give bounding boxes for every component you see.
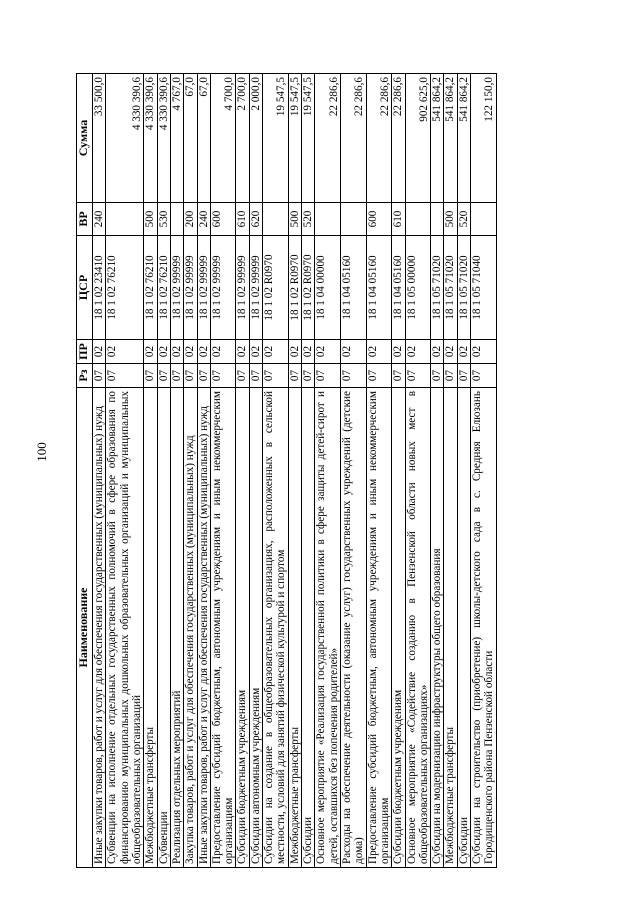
cell-sum: 67,0 — [197, 74, 210, 203]
cell-sum: 541 864,2 — [457, 74, 470, 203]
table-row — [106, 74, 144, 868]
cell-csr: 18 1 05 71040 — [471, 236, 497, 340]
cell-vr: 500 — [144, 203, 157, 236]
cell-csr: 18 1 05 00000 — [405, 236, 431, 340]
cell-pr: 02 — [315, 340, 341, 364]
table-row — [457, 74, 470, 868]
table-row — [366, 74, 392, 868]
cell-pr: 02 — [302, 340, 315, 364]
cell-vr — [170, 203, 183, 236]
table-row — [249, 74, 262, 868]
cell-name: Субсидии бюджетным учреждениям — [236, 388, 249, 868]
cell-csr: 18 1 05 71020 — [431, 236, 444, 340]
cell-csr: 18 1 02 99999 — [170, 236, 183, 340]
cell-pr: 02 — [431, 340, 444, 364]
cell-rz: 07 — [93, 364, 106, 388]
budget-table-container — [76, 74, 497, 868]
cell-csr: 18 1 02 99999 — [197, 236, 210, 340]
cell-csr: 18 1 02 99999 — [236, 236, 249, 340]
cell-sum: 4 330 390,6 — [157, 74, 170, 203]
cell-rz: 07 — [249, 364, 262, 388]
table-row — [157, 74, 170, 868]
table-row — [236, 74, 249, 868]
cell-pr: 02 — [340, 340, 366, 364]
table-row — [210, 74, 236, 868]
cell-rz: 07 — [315, 364, 341, 388]
cell-pr: 02 — [157, 340, 170, 364]
cell-name: Субвенции — [157, 388, 170, 868]
cell-pr: 02 — [144, 340, 157, 364]
cell-pr: 02 — [405, 340, 431, 364]
table-row — [392, 74, 405, 868]
cell-csr: 18 1 02 R0970 — [263, 236, 289, 340]
cell-csr: 18 1 02 99999 — [210, 236, 236, 340]
cell-vr — [263, 203, 289, 236]
header-sum: Сумма — [77, 74, 93, 203]
cell-sum: 2 000,0 — [249, 74, 262, 203]
cell-pr: 02 — [236, 340, 249, 364]
cell-rz: 07 — [236, 364, 249, 388]
cell-sum: 4 700,0 — [210, 74, 236, 203]
table-row — [405, 74, 431, 868]
cell-name: Субсидии — [302, 388, 315, 868]
cell-pr: 02 — [263, 340, 289, 364]
cell-vr — [106, 203, 144, 236]
cell-vr: 620 — [249, 203, 262, 236]
cell-pr: 02 — [184, 340, 197, 364]
cell-csr: 18 1 04 05160 — [340, 236, 366, 340]
cell-sum: 4 330 390,6 — [106, 74, 144, 203]
cell-sum: 122 150,0 — [471, 74, 497, 203]
cell-vr: 200 — [184, 203, 197, 236]
cell-name: Предоставление субсидий бюджетным, автономным учреждениям и иным некоммерческим организациям — [366, 388, 392, 868]
cell-pr: 02 — [249, 340, 262, 364]
cell-name: Реализация отдельных мероприятий — [170, 388, 183, 868]
header-csr: ЦСР — [77, 236, 93, 340]
cell-name: Расходы на обеспечение деятельности (оказание услуг) государственных учреждений (детские дома) — [340, 388, 366, 868]
cell-sum: 4 767,0 — [170, 74, 183, 203]
cell-pr: 02 — [457, 340, 470, 364]
cell-vr: 500 — [288, 203, 301, 236]
cell-name: Субвенции на исполнение отдельных государственных полномочий в сфере образования по финансированию муниципальных дошкольных образовательных организаций и муниципальных общеобразовательных организаций — [106, 388, 144, 868]
table-row — [170, 74, 183, 868]
cell-pr: 02 — [170, 340, 183, 364]
table-row — [263, 74, 289, 868]
cell-name: Субсидии бюджетным учреждениям — [392, 388, 405, 868]
table-row — [340, 74, 366, 868]
cell-csr: 18 1 02 99999 — [184, 236, 197, 340]
cell-csr: 18 1 02 76210 — [157, 236, 170, 340]
cell-pr: 02 — [366, 340, 392, 364]
cell-vr — [471, 203, 497, 236]
cell-csr: 18 1 02 99999 — [249, 236, 262, 340]
cell-vr: 600 — [366, 203, 392, 236]
cell-csr: 18 1 05 71020 — [444, 236, 457, 340]
cell-pr: 02 — [106, 340, 144, 364]
cell-name: Межбюджетные трансферты — [288, 388, 301, 868]
cell-rz: 07 — [302, 364, 315, 388]
cell-name: Предоставление субсидий бюджетным, автономным учреждениям и иным некоммерческим организациям — [210, 388, 236, 868]
cell-name: Иные закупки товаров, работ и услуг для обеспечения государственных (муниципальных) нужд — [197, 388, 210, 868]
cell-sum: 67,0 — [184, 74, 197, 203]
cell-vr: 500 — [444, 203, 457, 236]
cell-pr: 02 — [392, 340, 405, 364]
cell-name: Субсидии — [457, 388, 470, 868]
table-row — [315, 74, 341, 868]
cell-name: Субсидии на создание в общеобразовательных организациях, расположенных в сельской местности, условий для занятий физической культурой и спортом — [263, 388, 289, 868]
header-vr: ВР — [77, 203, 93, 236]
cell-csr: 18 1 02 76210 — [106, 236, 144, 340]
table-row — [431, 74, 444, 868]
cell-csr: 18 1 05 71020 — [457, 236, 470, 340]
cell-rz: 07 — [366, 364, 392, 388]
cell-vr — [405, 203, 431, 236]
table-row — [144, 74, 157, 868]
cell-name: Закупка товаров, работ и услуг для обеспечения государственных (муниципальных) нужд — [184, 388, 197, 868]
cell-vr: 240 — [197, 203, 210, 236]
cell-name: Межбюджетные трансферты — [144, 388, 157, 868]
cell-csr: 18 1 04 05160 — [392, 236, 405, 340]
cell-name: Субсидии на модернизацию инфраструктуры общего образования — [431, 388, 444, 868]
cell-rz: 07 — [431, 364, 444, 388]
cell-rz: 07 — [288, 364, 301, 388]
cell-rz: 07 — [170, 364, 183, 388]
cell-pr: 02 — [471, 340, 497, 364]
cell-rz: 07 — [197, 364, 210, 388]
cell-rz: 07 — [210, 364, 236, 388]
table-header-row — [77, 74, 93, 868]
cell-sum: 33 500,0 — [93, 74, 106, 203]
cell-rz: 07 — [457, 364, 470, 388]
cell-rz: 07 — [144, 364, 157, 388]
cell-rz: 07 — [392, 364, 405, 388]
cell-rz: 07 — [471, 364, 497, 388]
cell-sum: 4 330 390,6 — [144, 74, 157, 203]
table-row — [471, 74, 497, 868]
cell-pr: 02 — [210, 340, 236, 364]
cell-vr: 610 — [392, 203, 405, 236]
cell-name: Межбюджетные трансферты — [444, 388, 457, 868]
cell-pr: 02 — [288, 340, 301, 364]
cell-rz: 07 — [444, 364, 457, 388]
cell-sum: 902 625,0 — [405, 74, 431, 203]
cell-sum: 19 547,5 — [302, 74, 315, 203]
cell-rz: 07 — [157, 364, 170, 388]
cell-vr — [315, 203, 341, 236]
cell-csr: 18 1 02 R0970 — [288, 236, 301, 340]
cell-vr: 600 — [210, 203, 236, 236]
cell-sum: 22 286,6 — [315, 74, 341, 203]
table-row — [197, 74, 210, 868]
header-pr: ПР — [77, 340, 93, 364]
cell-rz: 07 — [263, 364, 289, 388]
header-name: Наименование — [77, 388, 93, 868]
budget-table — [76, 73, 497, 868]
cell-vr: 520 — [457, 203, 470, 236]
page-number: 100 — [34, 442, 49, 462]
cell-name: Субсидии автономным учреждениям — [249, 388, 262, 868]
cell-csr: 18 1 04 05160 — [366, 236, 392, 340]
cell-sum: 19 547,5 — [263, 74, 289, 203]
cell-rz: 07 — [405, 364, 431, 388]
cell-sum: 541 864,2 — [444, 74, 457, 203]
cell-sum: 2 700,0 — [236, 74, 249, 203]
cell-vr — [340, 203, 366, 236]
cell-csr: 18 1 02 23410 — [93, 236, 106, 340]
cell-name: Субсидии на строительство (приобретение) школы-детского сада в с. Средняя Елюзань Городищенского района Пензенской области — [471, 388, 497, 868]
cell-rz: 07 — [340, 364, 366, 388]
cell-vr: 530 — [157, 203, 170, 236]
table-row — [93, 74, 106, 868]
cell-sum: 541 864,2 — [431, 74, 444, 203]
cell-pr: 02 — [444, 340, 457, 364]
cell-name: Иные закупки товаров, работ и услуг для обеспечения государственных (муниципальных) нужд — [93, 388, 106, 868]
cell-rz: 07 — [106, 364, 144, 388]
cell-sum: 19 547,5 — [288, 74, 301, 203]
cell-name: Основное мероприятие «Реализация государственной политики в сфере защиты детей-сирот и детей, оставшихся без попечения родителей» — [315, 388, 341, 868]
cell-rz: 07 — [184, 364, 197, 388]
cell-csr: 18 1 02 76210 — [144, 236, 157, 340]
cell-sum: 22 286,6 — [366, 74, 392, 203]
cell-csr: 18 1 02 R0970 — [302, 236, 315, 340]
cell-sum: 22 286,6 — [340, 74, 366, 203]
table-row — [288, 74, 301, 868]
cell-csr: 18 1 04 00000 — [315, 236, 341, 340]
cell-name: Основное мероприятие «Содействие созданию в Пензенской области новых мест в общеобразовательных организациях» — [405, 388, 431, 868]
cell-vr: 520 — [302, 203, 315, 236]
cell-vr: 610 — [236, 203, 249, 236]
table-row — [302, 74, 315, 868]
table-row — [444, 74, 457, 868]
header-rz: Рз — [77, 364, 93, 388]
cell-pr: 02 — [93, 340, 106, 364]
cell-sum: 22 286,6 — [392, 74, 405, 203]
cell-pr: 02 — [197, 340, 210, 364]
cell-vr: 240 — [93, 203, 106, 236]
cell-vr — [431, 203, 444, 236]
table-row — [184, 74, 197, 868]
